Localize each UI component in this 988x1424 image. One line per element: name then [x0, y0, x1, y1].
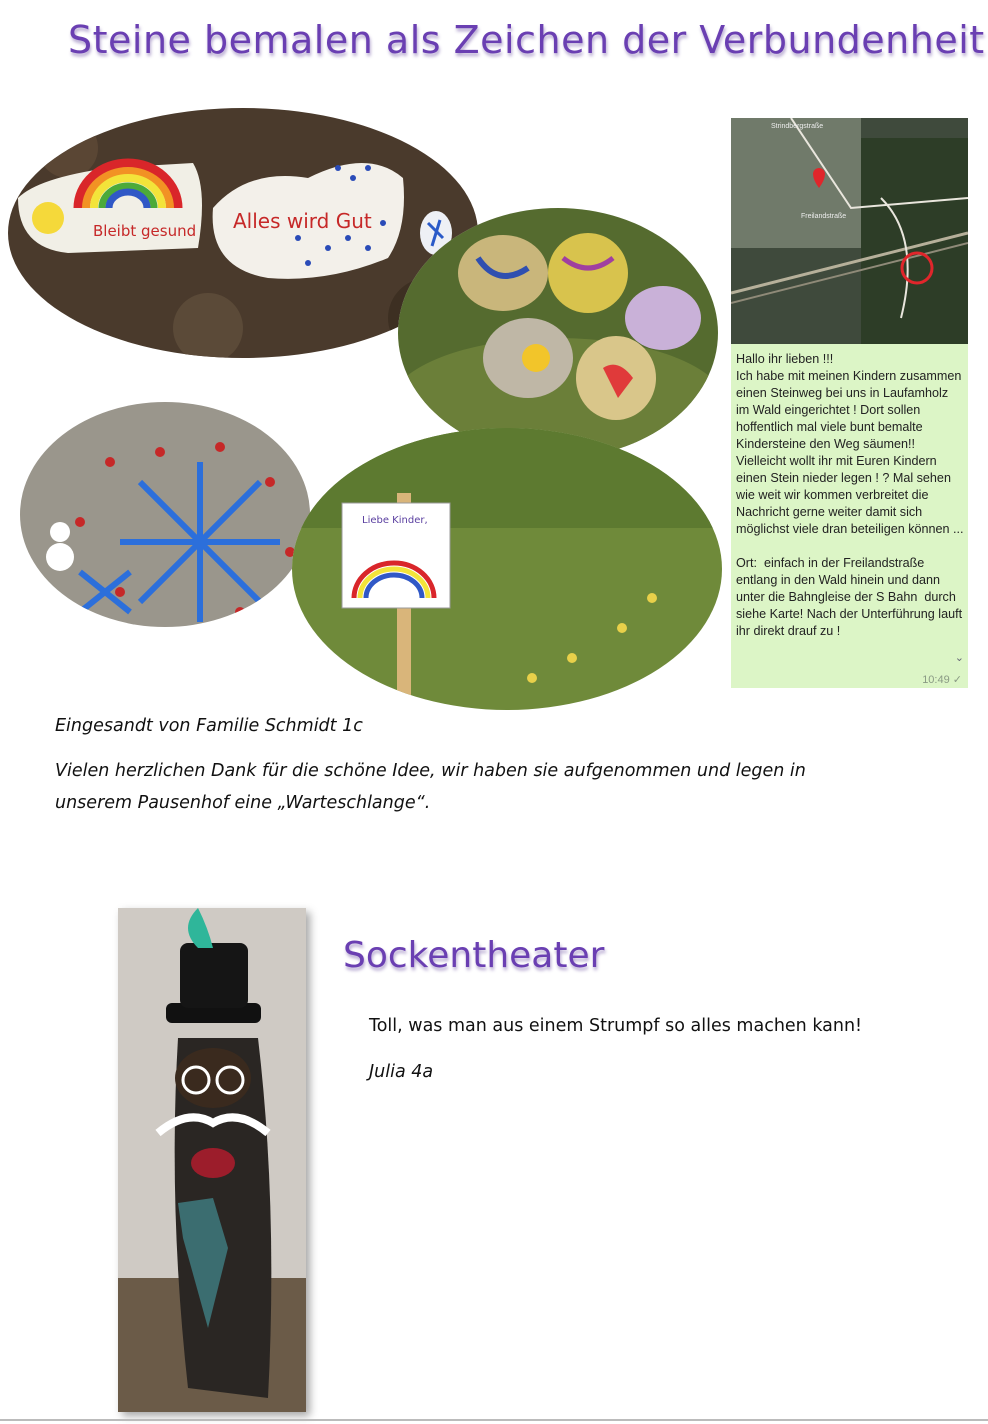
sock-description: Toll, was man aus einem Strumpf so alles machen kann! [369, 1016, 863, 1036]
stone-text-bleibt-gesund: Bleibt gesund [93, 222, 197, 240]
caption-sender: Eingesandt von Familie Schmidt 1c [55, 716, 363, 736]
photo-snowflake-stone [20, 402, 310, 627]
page-bottom-divider [0, 1419, 988, 1421]
chat-message-text: Hallo ihr lieben !!! Ich habe mit meinen Kindern zusammen einen Steinweg bei uns in Laufamholz im Wald eingerichtet ! Dort sollen hoffentlich mal viele bunt bemalte Kindersteine den Weg säumen!! Vielleicht wollt ihr mit Euren Kindern einen Stein nieder legen ! ? Mal sehen wie weit wir kommen verbreitet die Nachricht gerne weiter damit sich möglichst viele dran beteiligen können ... Ort: einfach in der Freilandstraße entlang in den Wald hinein und dann unter die Bahngleise der S Bahn durch siehe Karte! Nach der Unterführung lauft ihr direkt drauf zu ! [736, 352, 964, 638]
chat-timestamp: 10:49 ✓ [922, 674, 962, 686]
photo-sock-puppet [118, 908, 306, 1412]
caption-thanks-line2: unserem Pausenhof eine „Warteschlange“. [55, 793, 431, 813]
stone-text-alles-wird-gut: Alles wird Gut [233, 209, 372, 233]
map-street-strindberg: Strindbergstraße [771, 123, 824, 130]
chat-message-screenshot [731, 118, 968, 688]
page-title: Steine bemalen als Zeichen der Verbundenheit [68, 18, 985, 62]
chevron-down-icon: ⌄ [954, 651, 964, 664]
photo-sign-forest [292, 428, 722, 710]
caption-thanks-line1: Vielen herzlichen Dank für die schöne Idee, wir haben sie aufgenommen und legen in [55, 761, 806, 781]
map-street-freiland: Freilandstraße [801, 213, 847, 220]
sign-heading: Liebe Kinder, [362, 515, 428, 526]
photo-stones-on-grass [398, 208, 718, 458]
sock-author: Julia 4a [369, 1062, 434, 1082]
section-title-sockentheater: Sockentheater [343, 935, 605, 976]
map-image [731, 118, 968, 344]
